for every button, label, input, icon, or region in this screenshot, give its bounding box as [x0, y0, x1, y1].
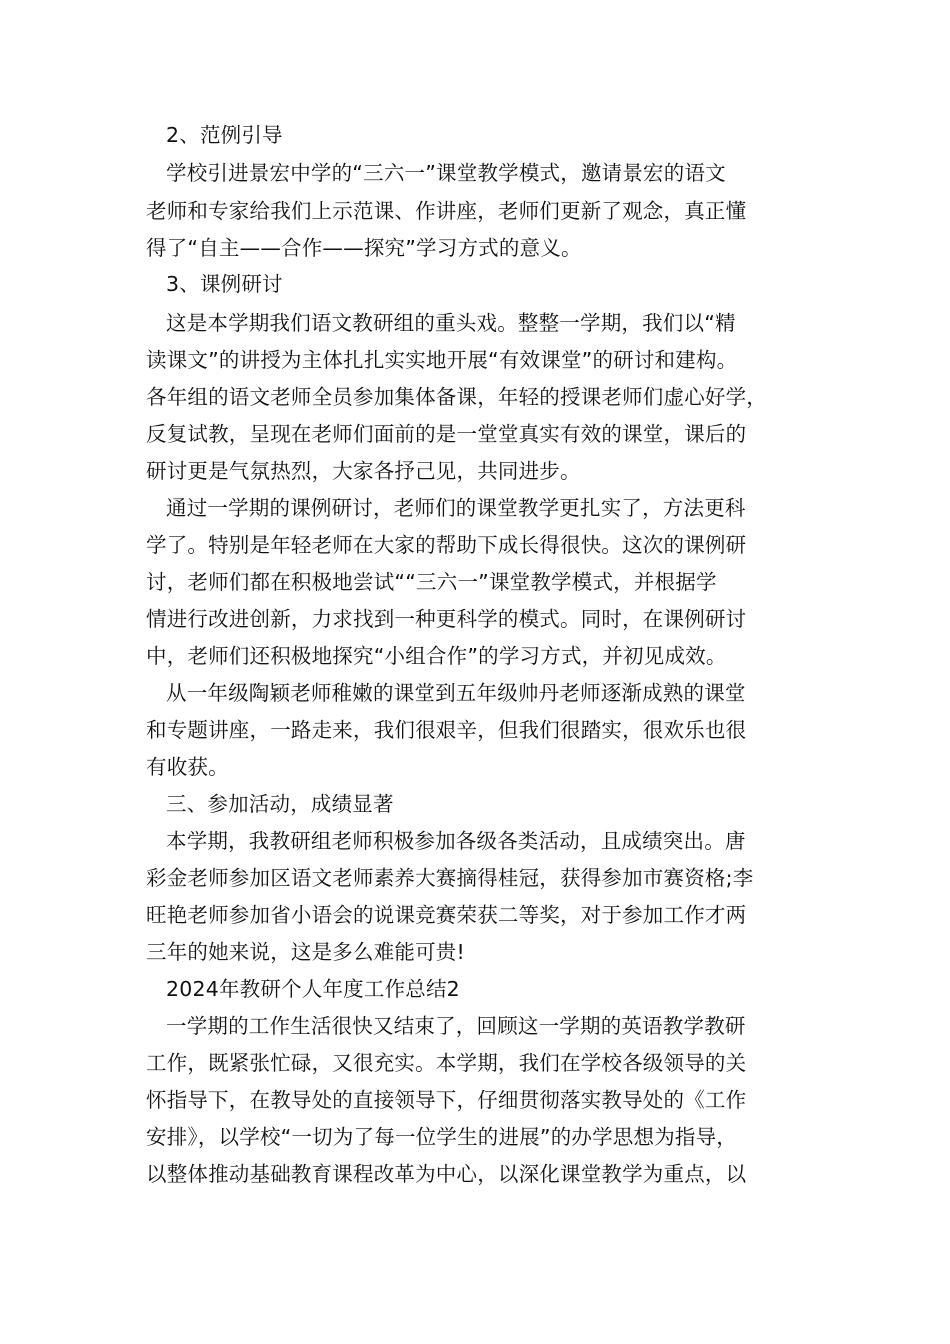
paragraph-line: 一学期的工作生活很快又结束了，回顾这一学期的英语教学教研: [166, 1014, 746, 1038]
section-heading-case-study: 3、课例研讨: [166, 272, 283, 296]
paragraph-line: 研讨更是气氛热烈，大家各抒己见，共同进步。: [146, 459, 581, 483]
paragraph-line: 工作，既紧张忙碌，又很充实。本学期，我们在学校各级领导的关: [146, 1051, 747, 1075]
paragraph-line: 从一年级陶颖老师稚嫩的课堂到五年级帅丹老师逐渐成熟的课堂: [166, 681, 746, 705]
paragraph-line: 旺艳老师参加省小语会的说课竞赛荣获二等奖，对于参加工作才两: [146, 903, 747, 927]
paragraph-line: 怀指导下，在教导处的直接领导下，仔细贯彻落实教导处的《工作: [146, 1088, 747, 1112]
document-subtitle: 2024年教研个人年度工作总结2: [166, 977, 460, 1001]
paragraph-line: 读课文”的讲授为主体扎扎实实地开展“有效课堂”的研讨和建构。: [146, 348, 738, 372]
paragraph-line: 有收获。: [146, 755, 229, 779]
paragraph-line: 彩金老师参加区语文老师素养大赛摘得桂冠，获得参加市赛资格;李: [146, 866, 754, 890]
paragraph-line: 反复试教，呈现在老师们面前的是一堂堂真实有效的课堂，课后的: [146, 422, 747, 446]
paragraph-line: 老师和专家给我们上示范课、作讲座，老师们更新了观念，真正懂: [146, 199, 747, 223]
paragraph-line: 情进行改进创新，力求找到一种更科学的模式。同时，在课例研讨: [146, 607, 747, 631]
paragraph-line: 得了“自主——合作——探究”学习方式的意义。: [146, 236, 582, 260]
paragraph-line: 学了。特别是年轻老师在大家的帮助下成长得很快。这次的课例研: [146, 533, 747, 557]
paragraph-line: 学校引进景宏中学的“三六一”课堂教学模式，邀请景宏的语文: [166, 161, 726, 185]
paragraph-line: 通过一学期的课例研讨，老师们的课堂教学更扎实了，方法更科: [166, 496, 746, 520]
paragraph-line: 以整体推动基础教育课程改革为中心，以深化课堂教学为重点，以: [146, 1162, 747, 1186]
paragraph-line: 三年的她来说，这是多么难能可贵!: [146, 940, 465, 964]
paragraph-line: 中，老师们还积极地探究“小组合作”的学习方式，并初见成效。: [146, 644, 727, 668]
section-heading-example-guidance: 2、范例引导: [166, 123, 283, 147]
section-heading-activities: 三、参加活动，成绩显著: [166, 792, 394, 816]
paragraph-line: 和专题讲座，一路走来，我们很艰辛，但我们很踏实，很欢乐也很: [146, 718, 747, 742]
paragraph-line: 讨，老师们都在积极地尝试““三六一”课堂教学模式，并根据学: [146, 570, 717, 594]
paragraph-line: 这是本学期我们语文教研组的重头戏。整整一学期，我们以“精: [166, 311, 736, 335]
paragraph-line: 本学期，我教研组老师积极参加各级各类活动，且成绩突出。唐: [166, 829, 746, 853]
paragraph-line: 各年组的语文老师全员参加集体备课，年轻的授课老师们虚心好学，: [146, 385, 767, 409]
paragraph-line: 安排》，以学校“一切为了每一位学生的进展”的办学思想为指导，: [146, 1125, 737, 1149]
